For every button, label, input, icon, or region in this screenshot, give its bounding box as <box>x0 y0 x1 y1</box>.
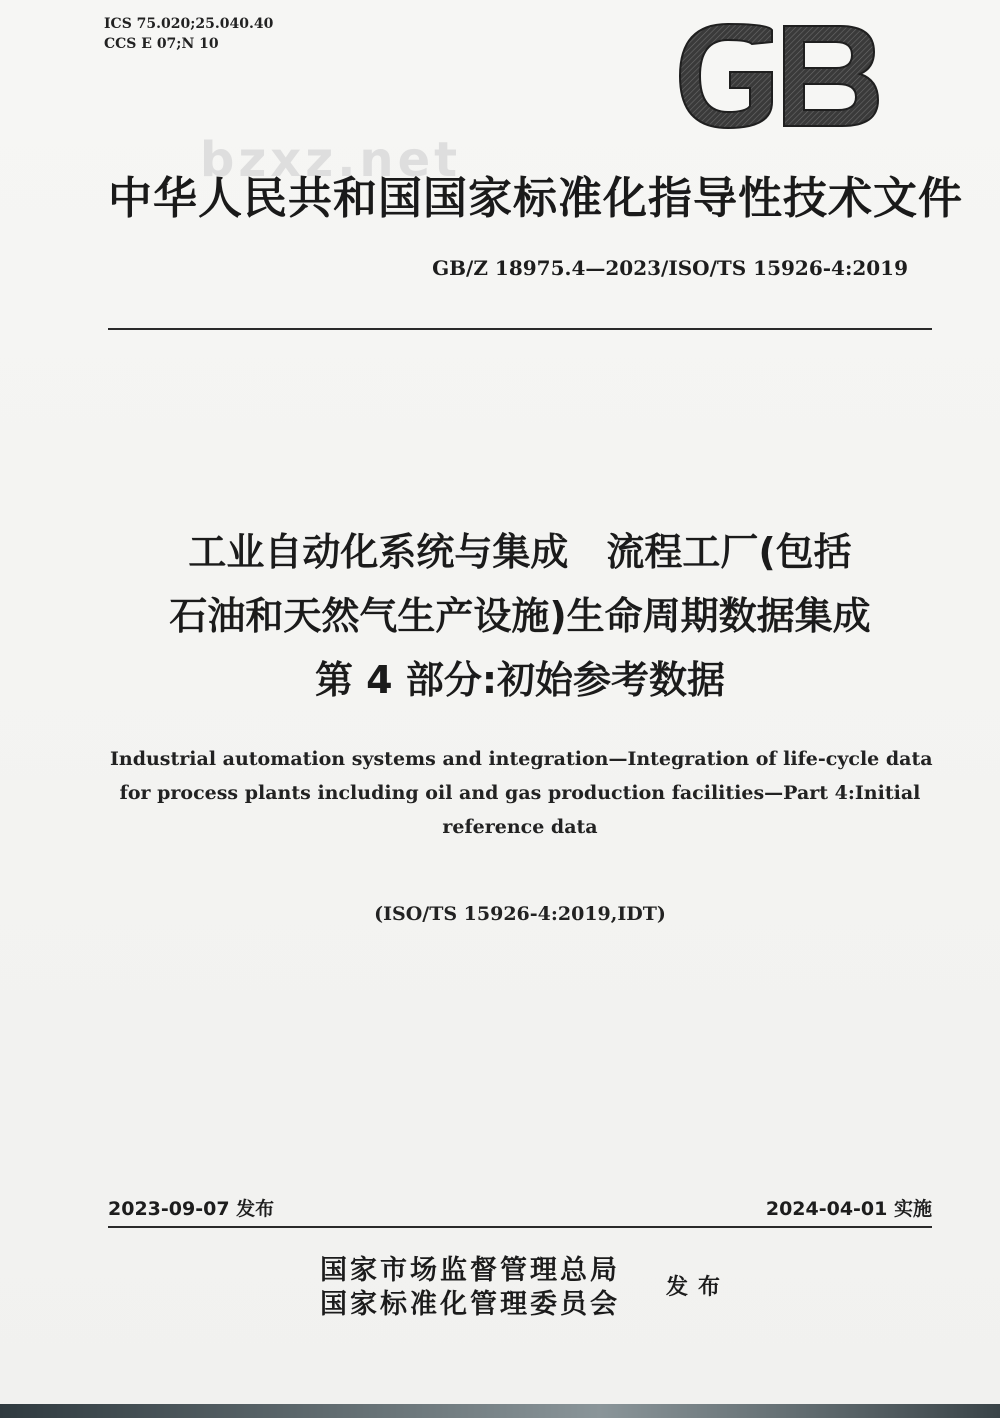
implementation-date: 2024-04-01 实施 <box>765 1198 932 1220</box>
ics-code: ICS 75.020;25.040.40 <box>104 16 274 32</box>
adoption-note: (ISO/TS 15926-4:2019,IDT) <box>374 903 666 925</box>
classification-codes <box>104 14 273 54</box>
english-title-line: for process plants including oil and gas production facilities—Part 4:Initial <box>119 782 921 804</box>
chinese-title <box>100 520 940 712</box>
chinese-title-line: 工业自动化系统与集成 流程工厂(包括 <box>188 530 852 574</box>
issuer-name: 国家标准化管理委员会 <box>320 1289 620 1320</box>
scan-edge-strip <box>0 1404 1000 1418</box>
watermark: bzxz.net <box>200 132 462 188</box>
document-type-heading: 中华人民共和国国家标准化指导性技术文件 <box>108 173 963 224</box>
ccs-code: CCS E 07;N 10 <box>104 36 219 52</box>
issuer-name: 国家市场监督管理总局 <box>320 1255 620 1286</box>
chinese-title-line: 石油和天然气生产设施)生命周期数据集成 <box>169 594 871 638</box>
top-divider <box>108 328 932 330</box>
publish-label: 发布 <box>666 1274 731 1300</box>
english-title-line: reference data <box>442 816 598 838</box>
english-title <box>110 742 933 844</box>
bottom-divider <box>108 1226 932 1228</box>
chinese-title-line: 第 4 部分:初始参考数据 <box>314 658 726 702</box>
standard-number: GB/Z 18975.4—2023/ISO/TS 15926-4:2019 <box>432 256 908 280</box>
issuing-authorities <box>320 1254 620 1322</box>
issue-date: 2023-09-07 发布 <box>108 1198 275 1220</box>
english-title-line: Industrial automation systems and integration—Integration of life-cycle data <box>110 748 933 770</box>
gb-logo <box>676 22 880 130</box>
